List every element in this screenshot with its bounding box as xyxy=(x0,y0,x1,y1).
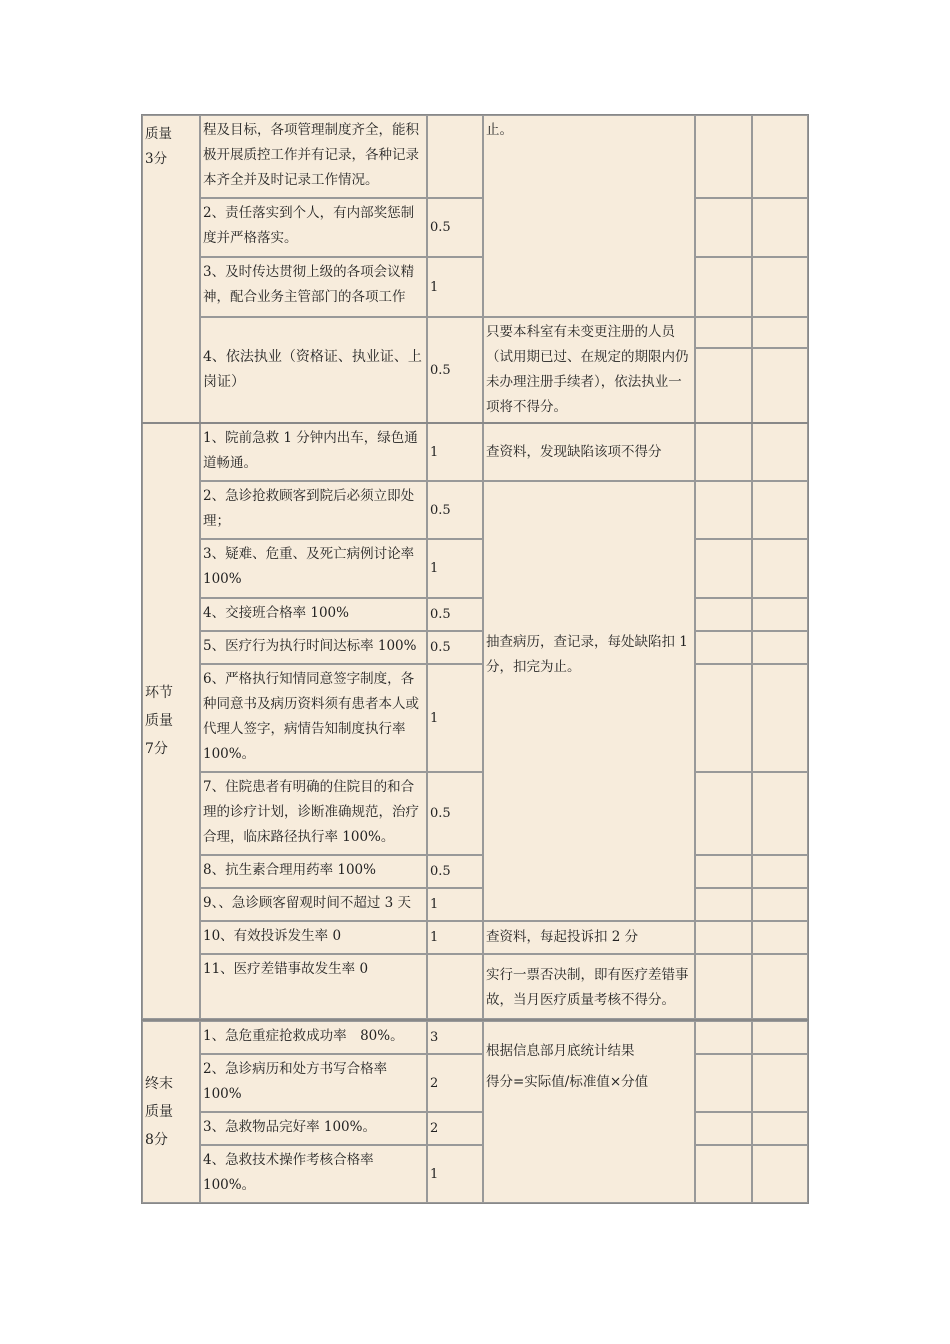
empty-cell xyxy=(695,664,752,772)
item-cell: 6、严格执行知情同意签字制度，各种同意书及病历资料须有患者本人或代理人签字，病情告知制度执行率 100%。 xyxy=(200,664,427,772)
score-cell: 0.5 xyxy=(427,772,483,855)
item-cell: 5、医疗行为执行时间达标率 100% xyxy=(200,631,427,664)
empty-cell xyxy=(695,481,752,539)
empty-cell xyxy=(752,664,808,772)
item-cell: 4、依法执业（资格证、执业证、上岗证） xyxy=(200,317,427,423)
score-cell: 1 xyxy=(427,539,483,598)
empty-cell xyxy=(695,1112,752,1145)
method-cell: 实行一票否决制，即有医疗差错事故，当月医疗质量考核不得分。 xyxy=(483,954,695,1019)
empty-cell xyxy=(752,954,808,1019)
score-cell xyxy=(427,954,483,1019)
method-cell: 查资料，每起投诉扣 2 分 xyxy=(483,921,695,954)
empty-cell xyxy=(752,631,808,664)
method-cell: 根据信息部月底统计结果 得分=实际值/标准值×分值 xyxy=(483,1021,695,1203)
score-cell: 2 xyxy=(427,1112,483,1145)
empty-cell xyxy=(752,257,808,317)
empty-cell xyxy=(695,1021,752,1054)
item-cell: 1、院前急救 1 分钟内出车，绿色通道畅通。 xyxy=(200,423,427,481)
item-cell: 1、急危重症抢救成功率 80%。 xyxy=(200,1021,427,1054)
item-cell: 程及目标，各项管理制度齐全，能积极开展质控工作并有记录，各种记录本齐全并及时记录工作情况。 xyxy=(200,115,427,198)
score-cell: 1 xyxy=(427,888,483,921)
empty-cell xyxy=(752,198,808,257)
empty-cell xyxy=(695,539,752,598)
empty-cell xyxy=(752,1112,808,1145)
empty-cell xyxy=(752,1021,808,1054)
score-cell: 3 xyxy=(427,1021,483,1054)
empty-cell xyxy=(695,198,752,257)
empty-cell xyxy=(752,539,808,598)
section-cell: 质量 3分 xyxy=(142,115,200,423)
empty-cell xyxy=(695,423,752,481)
score-cell: 1 xyxy=(427,257,483,317)
score-cell: 1 xyxy=(427,664,483,772)
section-cell: 环节 质量 7分 xyxy=(142,423,200,1019)
empty-cell xyxy=(695,115,752,198)
score-cell: 0.5 xyxy=(427,598,483,631)
score-cell: 1 xyxy=(427,1145,483,1203)
empty-cell xyxy=(752,772,808,855)
empty-cell xyxy=(695,1054,752,1112)
score-cell: 1 xyxy=(427,423,483,481)
empty-cell xyxy=(695,855,752,888)
method-cell: 查资料，发现缺陷该项不得分 xyxy=(483,423,695,481)
empty-cell xyxy=(752,921,808,954)
score-cell: 0.5 xyxy=(427,631,483,664)
method-cell: 抽查病历，查记录，每处缺陷扣 1 分，扣完为止。 xyxy=(483,481,695,921)
empty-cell xyxy=(752,317,808,348)
item-cell: 2、责任落实到个人，有内部奖惩制度并严格落实。 xyxy=(200,198,427,257)
item-cell: 10、有效投诉发生率 0 xyxy=(200,921,427,954)
empty-cell xyxy=(695,631,752,664)
empty-cell xyxy=(695,257,752,317)
method-cell: 止。 xyxy=(483,115,695,317)
item-cell: 8、抗生素合理用药率 100% xyxy=(200,855,427,888)
score-cell: 0.5 xyxy=(427,198,483,257)
empty-cell xyxy=(695,317,752,348)
item-cell: 2、急诊抢救顾客到院后必须立即处理； xyxy=(200,481,427,539)
method-cell: 只要本科室有未变更注册的人员（试用期已过、在规定的期限内仍未办理注册手续者），依法执业一项将不得分。 xyxy=(483,317,695,423)
empty-cell xyxy=(752,348,808,423)
empty-cell xyxy=(695,348,752,423)
empty-cell xyxy=(695,598,752,631)
score-cell: 0.5 xyxy=(427,317,483,423)
empty-cell xyxy=(752,1054,808,1112)
score-cell xyxy=(427,115,483,198)
empty-cell xyxy=(695,772,752,855)
item-cell: 11、医疗差错事故发生率 0 xyxy=(200,954,427,1019)
item-cell: 9、、急诊顾客留观时间不超过 3 天 xyxy=(200,888,427,921)
empty-cell xyxy=(695,888,752,921)
section-cell: 终末 质量 8分 xyxy=(142,1021,200,1203)
empty-cell xyxy=(695,954,752,1019)
item-cell: 3、及时传达贯彻上级的各项会议精神，配合业务主管部门的各项工作 xyxy=(200,257,427,317)
item-cell: 3、急救物品完好率 100%。 xyxy=(200,1112,427,1145)
score-cell: 1 xyxy=(427,921,483,954)
empty-cell xyxy=(752,598,808,631)
item-cell: 4、急救技术操作考核合格率 100%。 xyxy=(200,1145,427,1203)
score-cell: 0.5 xyxy=(427,481,483,539)
empty-cell xyxy=(695,921,752,954)
item-cell: 3、疑难、危重、及死亡病例讨论率 100% xyxy=(200,539,427,598)
item-cell: 4、交接班合格率 100% xyxy=(200,598,427,631)
empty-cell xyxy=(752,423,808,481)
empty-cell xyxy=(752,1145,808,1203)
empty-cell xyxy=(752,481,808,539)
empty-cell xyxy=(752,855,808,888)
score-cell: 0.5 xyxy=(427,855,483,888)
item-cell: 2、急诊病历和处方书写合格率 100% xyxy=(200,1054,427,1112)
item-cell: 7、住院患者有明确的住院目的和合理的诊疗计划，诊断准确规范，治疗合理，临床路径执行率 100%。 xyxy=(200,772,427,855)
score-cell: 2 xyxy=(427,1054,483,1112)
empty-cell xyxy=(752,115,808,198)
empty-cell xyxy=(752,888,808,921)
empty-cell xyxy=(695,1145,752,1203)
